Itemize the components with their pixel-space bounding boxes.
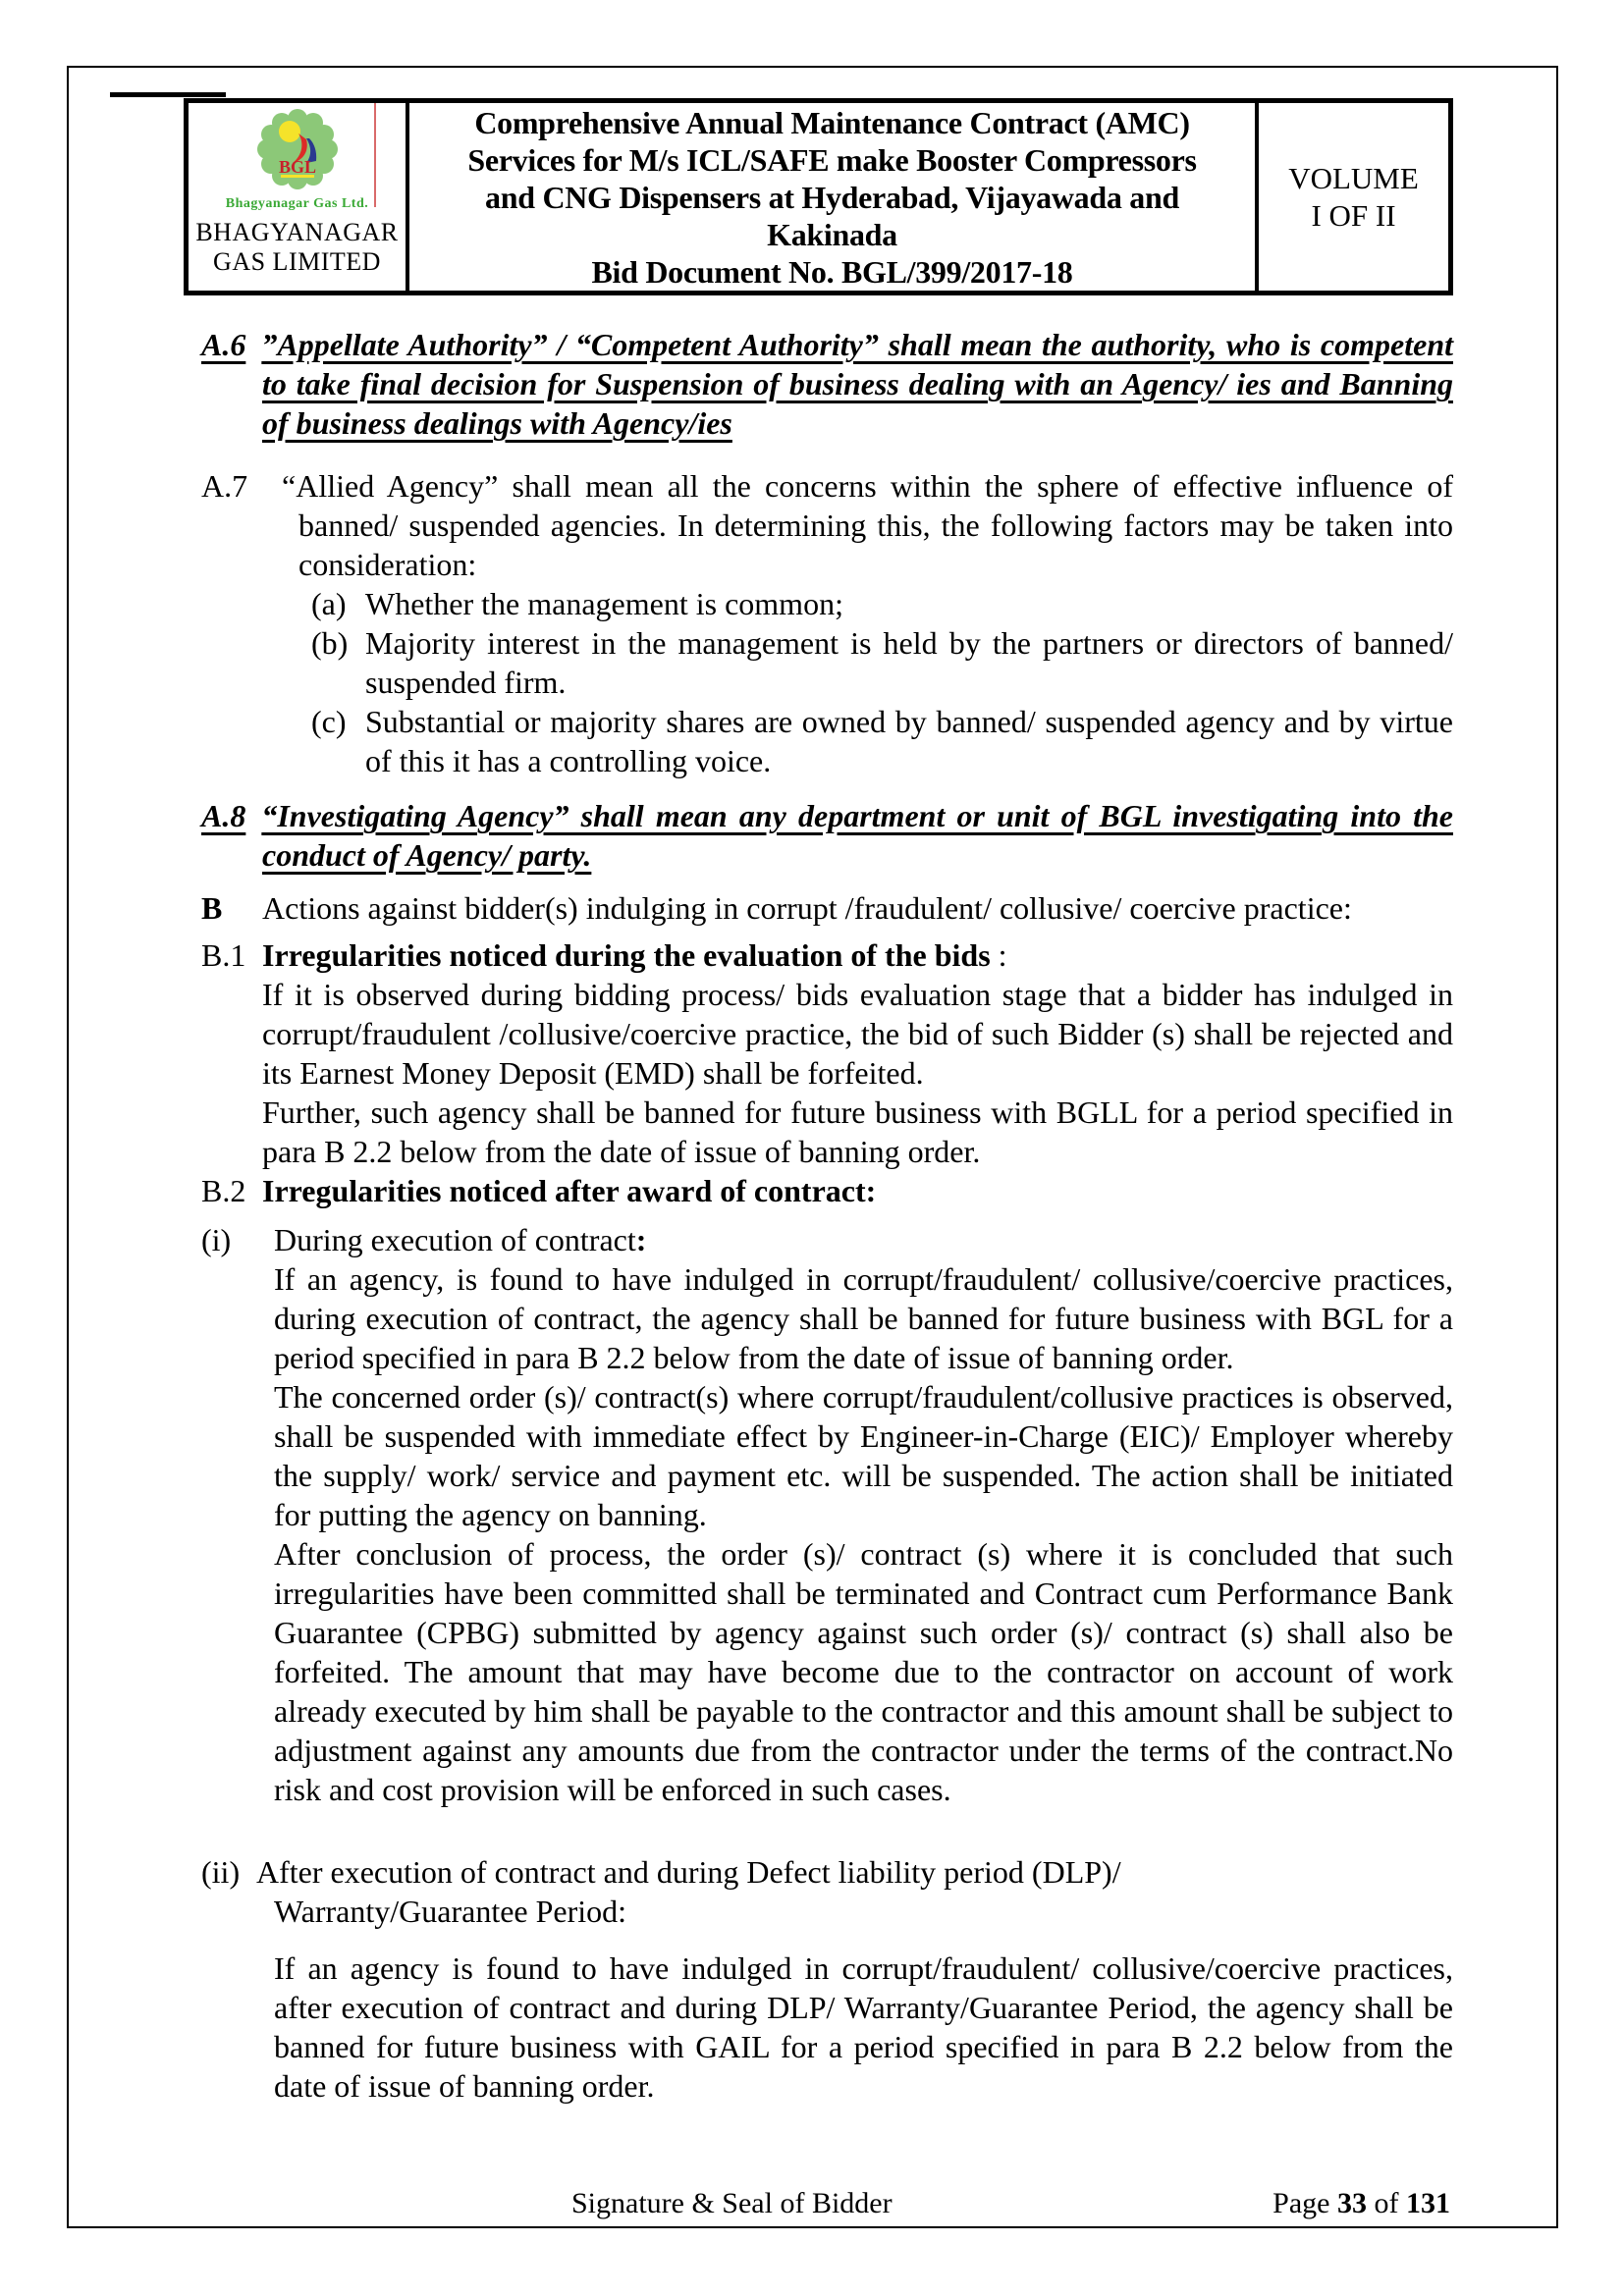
section-i-paragraph-2: The concerned order (s)/ contract(s) where corrupt/fraudulent/collusive practices is observed, shall be suspended with immediate effect by Engineer-in-Charge (EIC)/ Employer whereby the supply/ work/ service and payment etc. will be suspended. The action shall be initiated for putting the agency on banning. [274, 1379, 1453, 1532]
page-border-frame [67, 66, 1558, 2228]
list-item-a-label: (a) [311, 586, 347, 621]
section-b2-label: B.2 [201, 1173, 246, 1208]
page-of: of [1374, 2187, 1399, 2219]
title-cell [409, 103, 1259, 291]
section-a7-text: “Allied Agency” shall mean all the concerns within the sphere of effective influence of banned/ suspended agencies. In determining this, the following factors may be taken into consideration: [282, 468, 1453, 582]
section-b1-paragraph-1: If it is observed during bidding process/ bids evaluation stage that a bidder has indulged in corrupt/fraudulent /collusive/coercive practice, the bid of such Bidder (s) shall be rejected and its Earnest Money Deposit (EMD) shall be forfeited. [262, 977, 1453, 1091]
document-title-line: and CNG Dispensers at Hyderabad, Vijayawada and [485, 179, 1179, 215]
list-item-c-label: (c) [311, 704, 347, 739]
bgl-logo-icon [240, 108, 355, 198]
volume-cell [1259, 103, 1448, 291]
page-content [184, 98, 1453, 2106]
section-ii-label: (ii) [201, 1854, 241, 1890]
document-body [184, 325, 1453, 2106]
scan-artifact-mark [110, 92, 226, 97]
logo-cell [189, 103, 409, 291]
section-a7-label: A.7 [201, 468, 248, 504]
company-name-line2: GAS LIMITED [213, 247, 381, 276]
list-item-b-text: Majority interest in the management is held by the partners or directors of banned/ suspended firm. [365, 625, 1453, 700]
document-title-line: Comprehensive Annual Maintenance Contract (AMC) [474, 104, 1190, 140]
section-i-heading [184, 1220, 1453, 1259]
section-b2-heading [184, 1171, 1453, 1210]
company-name-line1: BHAGYANAGAR [195, 218, 399, 246]
list-item-c [184, 702, 1453, 780]
section-b-label: B [201, 890, 223, 926]
company-name [195, 218, 398, 277]
document-title-line: Services for M/s ICL/SAFE make Booster Compressors [467, 141, 1197, 178]
section-b1-heading-suffix: : [990, 937, 1007, 973]
page-number: 33 [1337, 2187, 1367, 2219]
section-a7-paragraph [184, 466, 1453, 584]
section-i-label: (i) [201, 1222, 232, 1257]
logo-caption: Bhagyanagar Gas Ltd. [225, 196, 369, 211]
list-item-c-text: Substantial or majority shares are owned by banned/ suspended agency and by virtue of this it has a controlling voice. [365, 704, 1453, 778]
section-ii-heading-line2: Warranty/Guarantee Period: [274, 1894, 627, 1929]
section-ii-paragraph-1: If an agency is found to have indulged in corrupt/fraudulent/ collusive/coercive practices, after execution of contract and during DLP/ Warranty/Guarantee Period, the agency shall be banned for future business with GAIL for a period specified in para B 2.2 below from the date of issue of banning order. [274, 1950, 1453, 2104]
section-a8-label: A.8 [201, 798, 246, 833]
section-a6-text: ”Appellate Authority” / “Competent Authority” shall mean the authority, who is competent to take final decision for Suspension of business dealing with an Agency/ ies and Banning of business dealings with Agency/ies [261, 327, 1453, 441]
section-a8-heading [184, 796, 1453, 875]
page-total: 131 [1406, 2187, 1450, 2219]
section-b1-paragraph-2: Further, such agency shall be banned for future business with BGLL for a period specified in para B 2.2 below from the date of issue of banning order. [262, 1095, 1453, 1169]
section-i-paragraph-1: If an agency, is found to have indulged in corrupt/fraudulent/ collusive/coercive practices, during execution of contract, the agency shall be banned for future business with BGL for a period specified in para B 2.2 below from the date of issue of banning order. [274, 1261, 1453, 1375]
section-a6-heading [184, 325, 1453, 443]
header-table [184, 98, 1453, 295]
logo-monogram: BGL [278, 157, 316, 177]
list-item-b-label: (b) [311, 625, 349, 661]
logo-red-edge-artifact [374, 103, 376, 207]
list-item-a-text: Whether the management is common; [365, 586, 843, 621]
page-prefix: Page [1272, 2187, 1330, 2219]
section-i-paragraph-3: After conclusion of process, the order (s)/ contract (s) where it is concluded that such irregularities have been committed shall be terminated and Contract cum Performance Bank Guarantee (CPBG) submitted by agency against such order (s)/ contract (s) shall also be forfeited. The amount that may have become due to the contractor on account of work already executed by him shall be payable to the contractor and this amount shall be subject to adjustment against any amounts due from the contractor under the terms of the contract.No risk and cost provision will be enforced in such cases. [274, 1536, 1453, 1807]
section-ii-heading [184, 1852, 1453, 1931]
bid-document-number: Bid Document No. BGL/399/2017-18 [591, 253, 1073, 290]
section-b2-heading-text: Irregularities noticed after award of contract: [262, 1173, 877, 1208]
logo-sun-icon [279, 121, 300, 142]
section-b-paragraph [184, 888, 1453, 928]
section-b1-heading [184, 935, 1453, 975]
page-indicator [1272, 2187, 1450, 2220]
section-a6-label: A.6 [201, 327, 246, 362]
section-b-text: Actions against bidder(s) indulging in corrupt /fraudulent/ collusive/ coercive practice: [262, 890, 1352, 926]
volume-label-line2: I OF II [1311, 197, 1396, 233]
section-ii-heading-line1: After execution of contract and during Defect liability period (DLP)/ [256, 1854, 1121, 1890]
list-item-a [184, 584, 1453, 623]
volume-label-line1: VOLUME [1288, 160, 1419, 195]
section-i-heading-colon: : [635, 1222, 647, 1257]
list-item-b [184, 623, 1453, 702]
document-title-line: Kakinada [767, 216, 897, 252]
section-b1-label: B.1 [201, 937, 246, 973]
footer-signature-label: Signature & Seal of Bidder [571, 2187, 893, 2219]
section-a8-text: “Investigating Agency” shall mean any department or unit of BGL investigating into the conduct of Agency/ party. [261, 798, 1453, 873]
section-i-heading-text: During execution of contract [274, 1222, 636, 1257]
section-b1-heading-text: Irregularities noticed during the evaluation of the bids [262, 937, 991, 973]
